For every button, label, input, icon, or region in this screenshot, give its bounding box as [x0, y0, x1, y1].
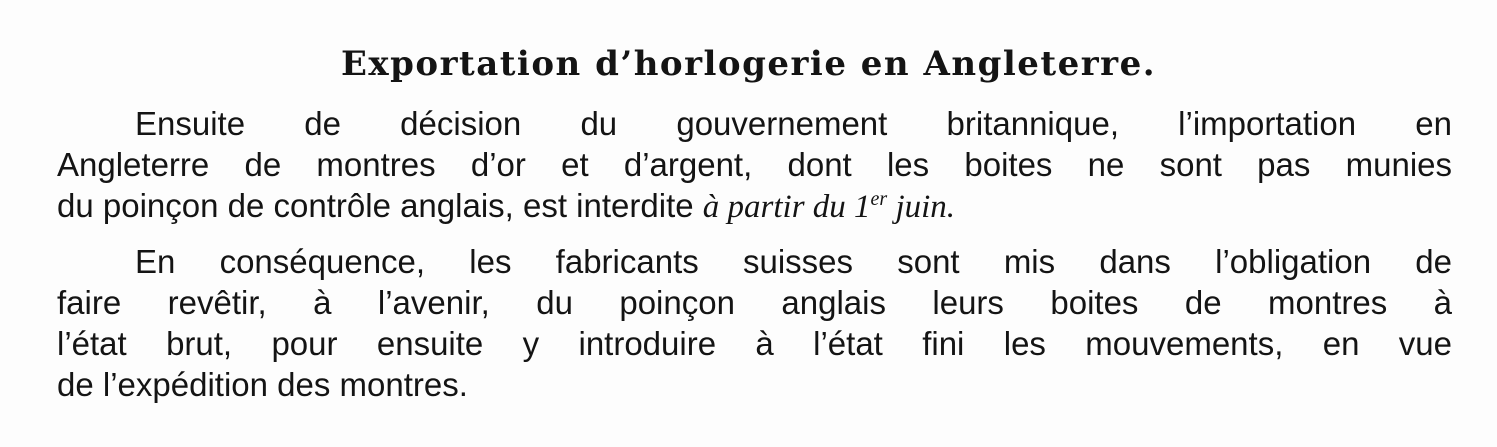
- paragraph-1-line-1: Ensuite de décision du gouvernement britannique, l’importation en: [135, 105, 1452, 142]
- paragraph-2-line-3: l’état brut, pour ensuite y introduire à l’état fini les mouvements, en vue: [57, 325, 1452, 362]
- article-title: Exportation d’horlogerie en Angleterre.: [340, 44, 1157, 84]
- paragraph-2-line-2: faire revêtir, à l’avenir, du poinçon anglais leurs boites de montres à: [57, 284, 1452, 321]
- date-month: juin.: [895, 189, 956, 225]
- paragraph-1-line-3-text: du poinçon de contrôle anglais, est interdite: [57, 187, 694, 224]
- paragraph-2-line-4: de l’expédition des montres.: [57, 366, 468, 403]
- paragraph-1-line-2: Angleterre de montres d’or et d’argent, dont les boites ne sont pas munies: [57, 146, 1452, 183]
- date-phrase-text: à partir du 1: [702, 189, 871, 225]
- ordinal-superscript: er: [870, 188, 888, 210]
- paragraph-2: [57, 241, 1452, 405]
- date-phrase: [703, 189, 955, 225]
- paragraph-1-line-3: [57, 185, 1452, 226]
- paragraph-2-line-1: En conséquence, les fabricants suisses sont mis dans l’obligation de: [135, 243, 1452, 280]
- paragraph-1: [57, 103, 1452, 226]
